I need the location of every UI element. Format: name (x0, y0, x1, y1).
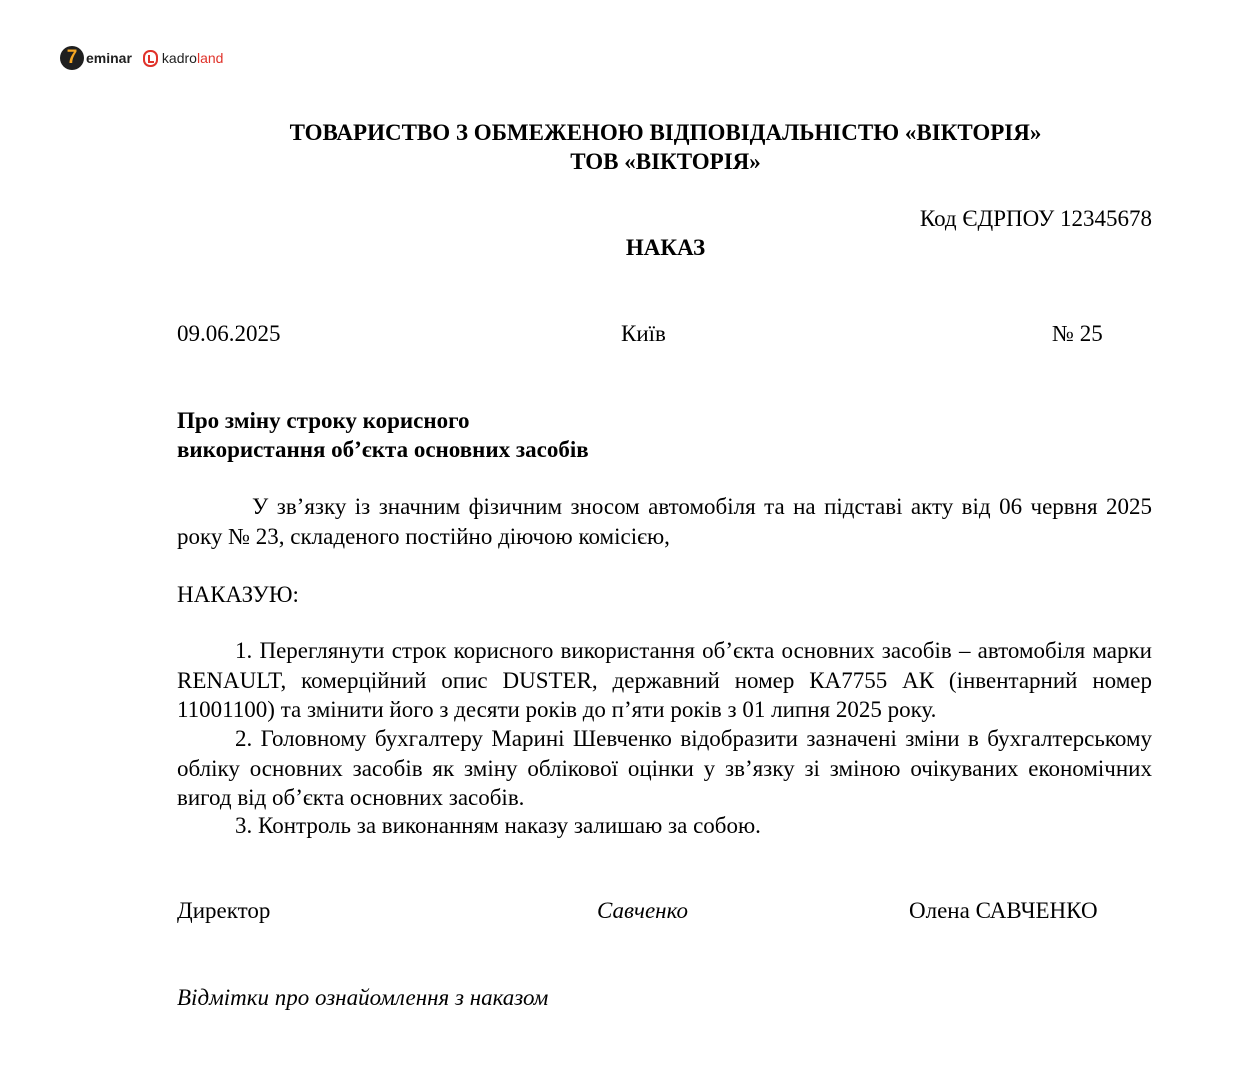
director-name: Олена САВЧЕНКО (909, 898, 1098, 923)
kadroland-icon (143, 50, 158, 67)
organization-full-name: ТОВАРИСТВО З ОБМЕЖЕНОЮ ВІДПОВІДАЛЬНІСТЮ «ВІКТОРІЯ» (289, 120, 1042, 145)
seminar-logo-text: eminar (86, 50, 132, 66)
order-item-3: 3. Контроль за виконанням наказу залишаю за собою. (235, 813, 761, 838)
director-signature: Савченко (597, 898, 688, 923)
seminar-logo-digit: 7 (60, 46, 84, 70)
header-logos (60, 45, 223, 71)
intro-paragraph: У зв’язку із значним фізичним зносом автомобіля та на підставі акту від 06 червня 2025 року № 23, складеного постійно діючою комісією, (177, 494, 1152, 549)
kadroland-logo (143, 50, 224, 67)
subject-line-2: використання об’єкта основних засобів (177, 437, 589, 462)
kadroland-logo-text (162, 50, 224, 66)
edrpou-code: Код ЄДРПОУ 12345678 (919, 206, 1152, 231)
order-item-1: 1. Переглянути строк корисного використання об’єкта основних засобів – автомобіля марки RENAULT, комерційний опис DUSTER, державний номер КА7755 АК (інвентарний номер 11001100) та змінити його з десяти років до п’яти років з 01 липня 2025 року. (177, 638, 1152, 722)
order-item-2: 2. Головному бухгалтеру Марині Шевченко відобразити зазначені зміни в бухгалтерському обліку основних засобів як зміну облікової оцінки у зв’язку зі зміною очікуваних економічних вигод від об’єкта основних засобів. (177, 726, 1152, 810)
seminar-logo (60, 46, 132, 70)
order-number: № 25 (1052, 321, 1103, 346)
director-position: Директор (177, 898, 271, 923)
acknowledgement-note: Відмітки про ознайомлення з наказом (177, 985, 549, 1010)
kadroland-logo-main: kadro (161, 50, 197, 66)
order-city: Київ (621, 321, 666, 346)
kadroland-logo-accent: land (196, 50, 224, 66)
subject-line-1: Про зміну строку корисного (177, 408, 470, 433)
organization-short-name: ТОВ «ВІКТОРІЯ» (570, 149, 761, 174)
order-word: НАКАЗУЮ: (177, 582, 299, 607)
document-title: НАКАЗ (625, 235, 706, 260)
order-date: 09.06.2025 (177, 321, 281, 346)
